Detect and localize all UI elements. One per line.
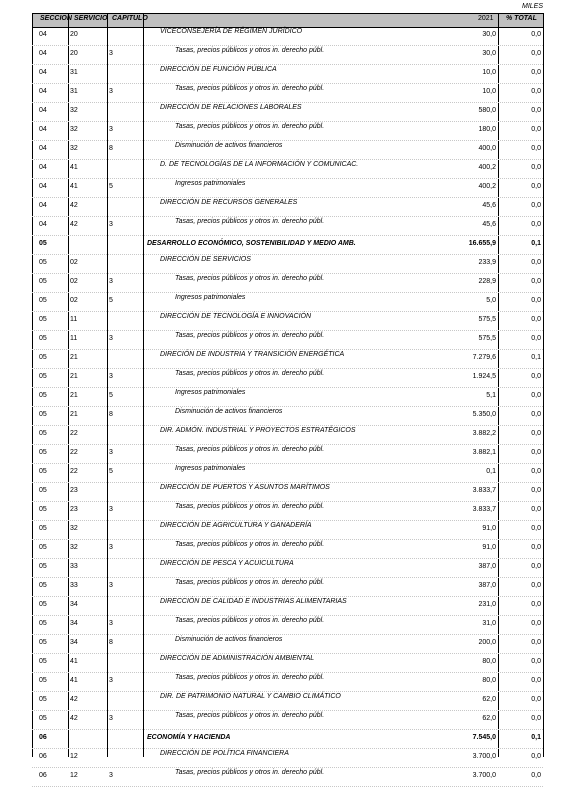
percent-cell: 0,0 (531, 430, 541, 437)
description-cell: DIRECCIÓN DE PESCA Y ACUICULTURA (160, 560, 294, 567)
capitulo-cell: 3 (109, 772, 113, 779)
percent-cell: 0,0 (531, 316, 541, 323)
percent-cell: 0,0 (531, 126, 541, 133)
servicio-cell: 32 (70, 525, 78, 532)
description-cell: Ingresos patrimoniales (175, 294, 246, 301)
amount-cell: 5.350,0 (472, 411, 496, 418)
amount-cell: 400,2 (478, 164, 496, 171)
seccion-cell: 05 (39, 620, 47, 627)
percent-cell: 0,0 (531, 468, 541, 475)
servicio-cell: 32 (70, 145, 78, 152)
servicio-cell: 32 (70, 107, 78, 114)
amount-cell: 228,9 (478, 278, 496, 285)
description-cell: Tasas, precios públicos y otros in. derecho públ. (175, 617, 325, 624)
servicio-cell: 20 (70, 50, 78, 57)
percent-cell: 0,0 (531, 88, 541, 95)
description-cell: Disminución de activos financieros (175, 408, 283, 415)
amount-cell: 30,0 (482, 50, 496, 57)
amount-cell: 3.833,7 (472, 506, 496, 513)
percent-cell: 0,0 (531, 620, 541, 627)
description-cell: DIRECIÓN DE INDUSTRIA Y TRANSICIÓN ENERGÉTICA (160, 351, 345, 358)
percent-cell: 0,0 (531, 449, 541, 456)
table-header (32, 13, 543, 28)
table-row (32, 749, 543, 768)
percent-cell: 0,0 (531, 601, 541, 608)
description-cell: D. DE TECNOLOGÍAS DE LA INFORMACIÓN Y COMUNICAC. (160, 161, 359, 168)
table-border-right (543, 13, 544, 757)
servicio-cell: 33 (70, 582, 78, 589)
seccion-cell: 04 (39, 50, 47, 57)
servicio-cell: 02 (70, 259, 78, 266)
capitulo-cell: 3 (109, 373, 113, 380)
capitulo-cell: 5 (109, 468, 113, 475)
seccion-cell: 06 (39, 734, 47, 741)
seccion-cell: 04 (39, 69, 47, 76)
description-cell: Tasas, precios públicos y otros in. derecho públ. (175, 123, 325, 130)
amount-cell: 91,0 (482, 544, 496, 551)
seccion-cell: 06 (39, 753, 47, 760)
servicio-cell: 41 (70, 183, 78, 190)
description-cell: Tasas, precios públicos y otros in. derecho públ. (175, 332, 325, 339)
percent-cell: 0,0 (531, 164, 541, 171)
amount-cell: 233,9 (478, 259, 496, 266)
description-cell: Tasas, precios públicos y otros in. derecho públ. (175, 674, 325, 681)
table-row (32, 730, 543, 749)
seccion-cell: 05 (39, 392, 47, 399)
percent-cell: 0,0 (531, 107, 541, 114)
amount-cell: 45,6 (482, 202, 496, 209)
description-cell: DIRECCIÓN DE TECNOLOGÍA E INNOVACIÓN (160, 313, 312, 320)
seccion-cell: 05 (39, 563, 47, 570)
description-cell: Tasas, precios públicos y otros in. derecho públ. (175, 47, 325, 54)
amount-cell: 62,0 (482, 715, 496, 722)
percent-cell: 0,0 (531, 392, 541, 399)
servicio-cell: 41 (70, 658, 78, 665)
table-row (32, 388, 543, 407)
header-servicio: SERVICIO (74, 15, 108, 22)
percent-cell: 0,0 (531, 506, 541, 513)
amount-cell: 16.655,9 (468, 240, 496, 247)
amount-cell: 0,1 (486, 468, 496, 475)
description-cell: Tasas, precios públicos y otros in. derecho públ. (175, 446, 325, 453)
seccion-cell: 05 (39, 430, 47, 437)
description-cell: Tasas, precios públicos y otros in. derecho públ. (175, 275, 325, 282)
seccion-cell: 05 (39, 582, 47, 589)
amount-cell: 10,0 (482, 88, 496, 95)
capitulo-cell: 8 (109, 411, 113, 418)
table-row (32, 312, 543, 331)
capitulo-cell: 5 (109, 183, 113, 190)
servicio-cell: 41 (70, 677, 78, 684)
description-cell: Tasas, precios públicos y otros in. derecho públ. (175, 503, 325, 510)
description-cell: DIRECCIÓN DE POLÍTICA FINANCIERA (160, 750, 289, 757)
percent-cell: 0,0 (531, 373, 541, 380)
amount-cell: 80,0 (482, 658, 496, 665)
servicio-cell: 34 (70, 620, 78, 627)
description-cell: DIRECCIÓN DE AGRICULTURA Y GANADERÍA (160, 522, 312, 529)
servicio-cell: 20 (70, 31, 78, 38)
amount-cell: 62,0 (482, 696, 496, 703)
description-cell: Tasas, precios públicos y otros in. derecho públ. (175, 769, 325, 776)
description-cell: Tasas, precios públicos y otros in. derecho públ. (175, 579, 325, 586)
percent-cell: 0,0 (531, 487, 541, 494)
servicio-cell: 12 (70, 772, 78, 779)
table-row (32, 350, 543, 369)
seccion-cell: 05 (39, 658, 47, 665)
amount-cell: 7.279,6 (472, 354, 496, 361)
amount-cell: 91,0 (482, 525, 496, 532)
table-row (32, 27, 543, 46)
percent-cell: 0,0 (531, 563, 541, 570)
percent-cell: 0,0 (531, 278, 541, 285)
amount-cell: 45,6 (482, 221, 496, 228)
servicio-cell: 33 (70, 563, 78, 570)
amount-cell: 387,0 (478, 582, 496, 589)
description-cell: DIRECCIÓN DE FUNCIÓN PÚBLICA (160, 66, 277, 73)
seccion-cell: 05 (39, 278, 47, 285)
seccion-cell: 04 (39, 221, 47, 228)
description-cell: Tasas, precios públicos y otros in. derecho públ. (175, 712, 325, 719)
percent-cell: 0,1 (531, 354, 541, 361)
servicio-cell: 31 (70, 69, 78, 76)
servicio-cell: 34 (70, 639, 78, 646)
servicio-cell: 02 (70, 297, 78, 304)
seccion-cell: 05 (39, 487, 47, 494)
amount-cell: 3.833,7 (472, 487, 496, 494)
amount-cell: 10,0 (482, 69, 496, 76)
description-cell: Tasas, precios públicos y otros in. derecho públ. (175, 541, 325, 548)
table-row (32, 635, 543, 654)
seccion-cell: 05 (39, 316, 47, 323)
capitulo-cell: 3 (109, 506, 113, 513)
header-seccion: SECCION (40, 15, 72, 22)
description-cell: Disminución de activos financieros (175, 142, 283, 149)
table-row (32, 46, 543, 65)
capitulo-cell: 3 (109, 715, 113, 722)
capitulo-cell: 3 (109, 88, 113, 95)
amount-cell: 387,0 (478, 563, 496, 570)
seccion-cell: 05 (39, 525, 47, 532)
servicio-cell: 21 (70, 354, 78, 361)
capitulo-cell: 3 (109, 50, 113, 57)
capitulo-cell: 3 (109, 449, 113, 456)
amount-cell: 7.545,0 (472, 734, 496, 741)
servicio-cell: 12 (70, 753, 78, 760)
seccion-cell: 04 (39, 88, 47, 95)
seccion-cell: 04 (39, 126, 47, 133)
servicio-cell: 42 (70, 221, 78, 228)
percent-cell: 0,0 (531, 183, 541, 190)
header-pct-total: % TOTAL (506, 15, 537, 22)
table-body (32, 27, 543, 787)
servicio-cell: 21 (70, 373, 78, 380)
seccion-cell: 05 (39, 601, 47, 608)
description-cell: Ingresos patrimoniales (175, 180, 246, 187)
servicio-cell: 41 (70, 164, 78, 171)
servicio-cell: 32 (70, 126, 78, 133)
servicio-cell: 22 (70, 468, 78, 475)
table-row (32, 122, 543, 141)
seccion-cell: 05 (39, 715, 47, 722)
capitulo-cell: 3 (109, 582, 113, 589)
table-row (32, 597, 543, 616)
capitulo-cell: 5 (109, 392, 113, 399)
description-cell: Ingresos patrimoniales (175, 389, 246, 396)
seccion-cell: 05 (39, 677, 47, 684)
amount-cell: 80,0 (482, 677, 496, 684)
description-cell: DIRECCIÓN DE RECURSOS GENERALES (160, 199, 298, 206)
servicio-cell: 21 (70, 411, 78, 418)
header-capitulo: CAPITULO (112, 15, 148, 22)
percent-cell: 0,0 (531, 50, 541, 57)
description-cell: DIRECCIÓN DE RELACIONES LABORALES (160, 104, 302, 111)
capitulo-cell: 5 (109, 297, 113, 304)
table-row (32, 179, 543, 198)
servicio-cell: 31 (70, 88, 78, 95)
amount-cell: 575,5 (478, 335, 496, 342)
amount-cell: 31,0 (482, 620, 496, 627)
table-row (32, 103, 543, 122)
description-cell: Ingresos patrimoniales (175, 465, 246, 472)
table-row (32, 654, 543, 673)
units-label: MILES (521, 3, 543, 10)
amount-cell: 580,0 (478, 107, 496, 114)
seccion-cell: 04 (39, 31, 47, 38)
servicio-cell: 11 (70, 335, 78, 342)
table-row (32, 426, 543, 445)
capitulo-cell: 3 (109, 335, 113, 342)
table-row (32, 483, 543, 502)
servicio-cell: 11 (70, 316, 78, 323)
percent-cell: 0,0 (531, 145, 541, 152)
amount-cell: 3.882,2 (472, 430, 496, 437)
description-cell: DIRECCIÓN DE SERVICIOS (160, 256, 251, 263)
capitulo-cell: 3 (109, 126, 113, 133)
description-cell: DIRECCIÓN DE PUERTOS Y ASUNTOS MARÍTIMOS (160, 484, 330, 491)
percent-cell: 0,0 (531, 677, 541, 684)
servicio-cell: 21 (70, 392, 78, 399)
percent-cell: 0,0 (531, 525, 541, 532)
servicio-cell: 32 (70, 544, 78, 551)
table-row (32, 540, 543, 559)
capitulo-cell: 3 (109, 620, 113, 627)
servicio-cell: 42 (70, 715, 78, 722)
table-row (32, 616, 543, 635)
description-cell: ECONOMÍA Y HACIENDA (147, 734, 231, 741)
table-row (32, 84, 543, 103)
capitulo-cell: 3 (109, 544, 113, 551)
table-row (32, 217, 543, 236)
percent-cell: 0,0 (531, 544, 541, 551)
seccion-cell: 05 (39, 468, 47, 475)
seccion-cell: 05 (39, 240, 47, 247)
amount-cell: 231,0 (478, 601, 496, 608)
seccion-cell: 05 (39, 696, 47, 703)
table-row (32, 369, 543, 388)
servicio-cell: 42 (70, 202, 78, 209)
description-cell: Tasas, precios públicos y otros in. derecho públ. (175, 85, 325, 92)
table-row (32, 236, 543, 255)
servicio-cell: 02 (70, 278, 78, 285)
amount-cell: 1.924,5 (472, 373, 496, 380)
table-row (32, 578, 543, 597)
description-cell: VICECONSEJERÍA DE RÉGIMEN JURÍDICO (160, 28, 303, 35)
servicio-cell: 22 (70, 449, 78, 456)
seccion-cell: 04 (39, 164, 47, 171)
table-row (32, 160, 543, 179)
percent-cell: 0,0 (531, 202, 541, 209)
seccion-cell: 05 (39, 259, 47, 266)
capitulo-cell: 8 (109, 145, 113, 152)
description-cell: Disminución de activos financieros (175, 636, 283, 643)
amount-cell: 400,0 (478, 145, 496, 152)
amount-cell: 3.700,0 (472, 772, 496, 779)
seccion-cell: 04 (39, 183, 47, 190)
percent-cell: 0,0 (531, 221, 541, 228)
capitulo-cell: 3 (109, 221, 113, 228)
percent-cell: 0,0 (531, 772, 541, 779)
amount-cell: 5,1 (486, 392, 496, 399)
table-row (32, 445, 543, 464)
description-cell: Tasas, precios públicos y otros in. derecho públ. (175, 370, 325, 377)
amount-cell: 400,2 (478, 183, 496, 190)
table-row (32, 274, 543, 293)
capitulo-cell: 3 (109, 278, 113, 285)
seccion-cell: 05 (39, 506, 47, 513)
seccion-cell: 04 (39, 202, 47, 209)
percent-cell: 0,0 (531, 259, 541, 266)
description-cell: Tasas, precios públicos y otros in. derecho públ. (175, 218, 325, 225)
percent-cell: 0,0 (531, 639, 541, 646)
servicio-cell: 23 (70, 506, 78, 513)
table-row (32, 673, 543, 692)
amount-cell: 3.882,1 (472, 449, 496, 456)
capitulo-cell: 8 (109, 639, 113, 646)
seccion-cell: 05 (39, 297, 47, 304)
seccion-cell: 05 (39, 354, 47, 361)
amount-cell: 575,5 (478, 316, 496, 323)
percent-cell: 0,0 (531, 69, 541, 76)
table-row (32, 331, 543, 350)
description-cell: DIRECCIÓN DE CALIDAD E INDUSTRIAS ALIMENTARIAS (160, 598, 347, 605)
table-row (32, 407, 543, 426)
table-row (32, 502, 543, 521)
description-cell: DIR. DE PATRIMONIO NATURAL Y CAMBIO CLIMÁTICO (160, 693, 341, 700)
description-cell: DIRECCIÓN DE ADMINISTRACIÓN AMBIENTAL (160, 655, 315, 662)
servicio-cell: 22 (70, 430, 78, 437)
table-row (32, 65, 543, 84)
servicio-cell: 34 (70, 601, 78, 608)
percent-cell: 0,0 (531, 297, 541, 304)
percent-cell: 0,0 (531, 411, 541, 418)
amount-cell: 30,0 (482, 31, 496, 38)
seccion-cell: 06 (39, 772, 47, 779)
capitulo-cell: 3 (109, 677, 113, 684)
table-row (32, 198, 543, 217)
table-row (32, 255, 543, 274)
percent-cell: 0,0 (531, 335, 541, 342)
percent-cell: 0,0 (531, 715, 541, 722)
percent-cell: 0,0 (531, 696, 541, 703)
table-row (32, 692, 543, 711)
servicio-cell: 42 (70, 696, 78, 703)
seccion-cell: 05 (39, 449, 47, 456)
description-cell: DESARROLLO ECONÓMICO, SOSTENIBILIDAD Y MEDIO AMB. (147, 240, 356, 247)
percent-cell: 0,0 (531, 31, 541, 38)
seccion-cell: 05 (39, 411, 47, 418)
amount-cell: 5,0 (486, 297, 496, 304)
amount-cell: 180,0 (478, 126, 496, 133)
seccion-cell: 05 (39, 373, 47, 380)
percent-cell: 0,0 (531, 658, 541, 665)
amount-cell: 3.700,0 (472, 753, 496, 760)
amount-cell: 200,0 (478, 639, 496, 646)
header-year: 2021 (478, 15, 494, 22)
seccion-cell: 04 (39, 145, 47, 152)
table-row (32, 711, 543, 730)
table-row (32, 559, 543, 578)
table-row (32, 141, 543, 160)
seccion-cell: 05 (39, 335, 47, 342)
table-row (32, 768, 543, 787)
percent-cell: 0,0 (531, 753, 541, 760)
seccion-cell: 05 (39, 544, 47, 551)
table-row (32, 521, 543, 540)
seccion-cell: 05 (39, 639, 47, 646)
percent-cell: 0,1 (531, 240, 541, 247)
servicio-cell: 23 (70, 487, 78, 494)
description-cell: DIR. ADMÓN. INDUSTRIAL Y PROYECTOS ESTRATÉGICOS (160, 427, 356, 434)
table-row (32, 293, 543, 312)
seccion-cell: 04 (39, 107, 47, 114)
table-row (32, 464, 543, 483)
percent-cell: 0,0 (531, 582, 541, 589)
percent-cell: 0,1 (531, 734, 541, 741)
